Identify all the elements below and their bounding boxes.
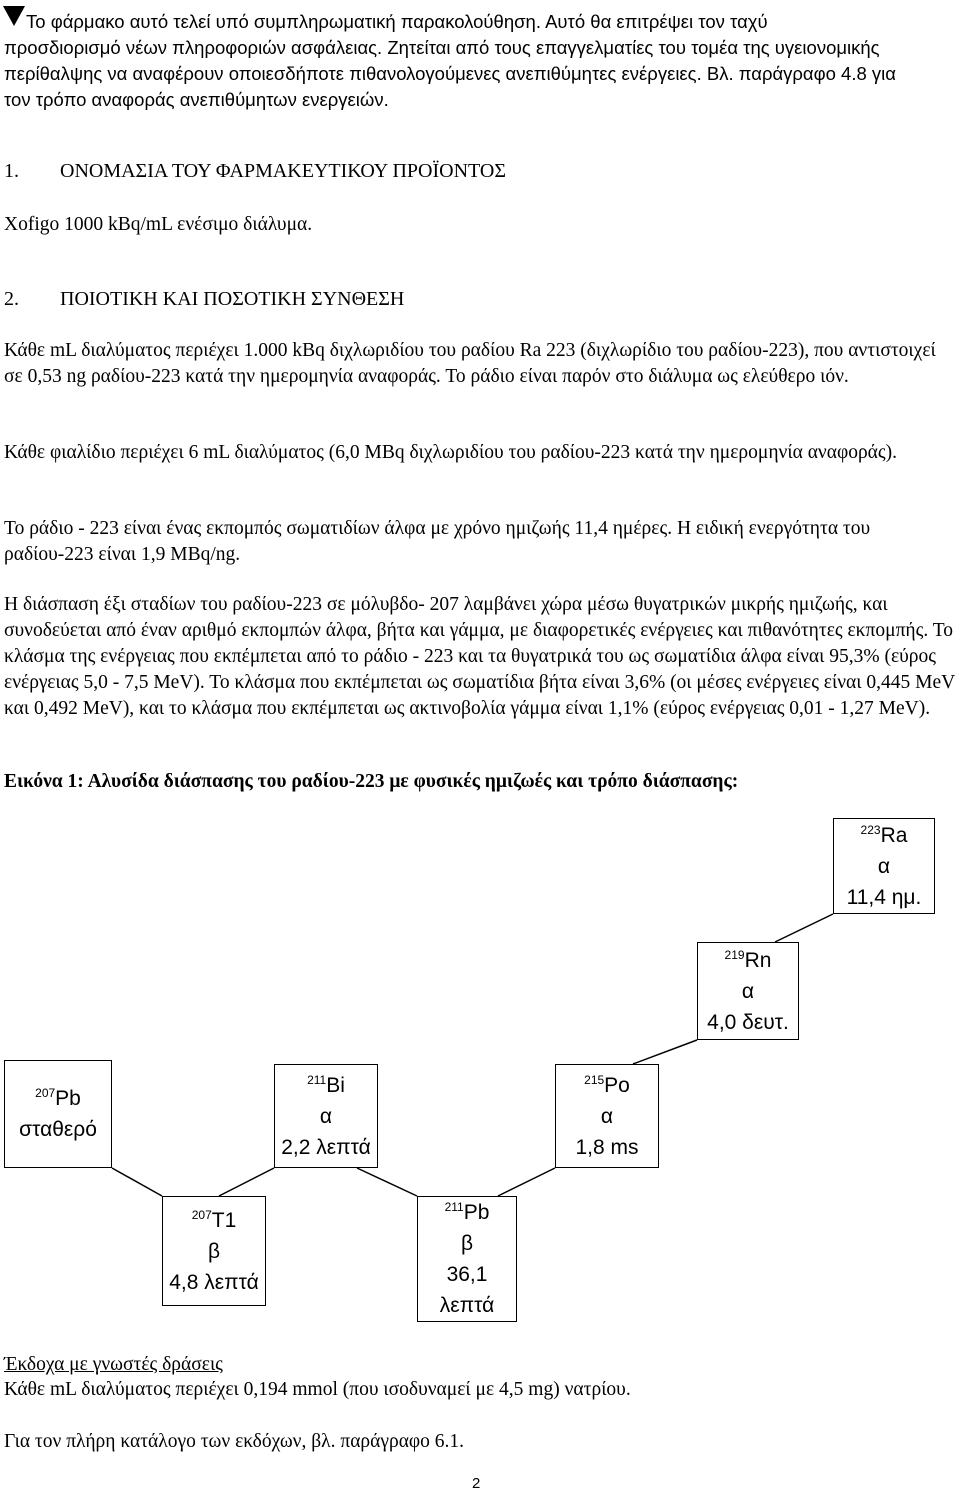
page-number: 2 xyxy=(472,1475,481,1492)
connector-rn-po xyxy=(633,1040,697,1064)
nuclide-pb211-mode: β xyxy=(460,1232,474,1255)
nuclide-box-po215 xyxy=(555,1064,659,1168)
intro-line-2: προσδιορισμό νέων πληροφοριών ασφάλειας. Ζητείται από τους επαγγελματίες του τομέα της υγειονομικής xyxy=(4,37,880,58)
nuclide-box-rn219 xyxy=(697,942,799,1040)
connector-po-pb211 xyxy=(498,1168,555,1196)
nuclide-pb211-halflife-unit: λεπτά xyxy=(439,1294,495,1317)
decay-paragraph: Η διάσπαση έξι σταδίων του ραδίου-223 σε μόλυβδο- 207 λαμβάνει χώρα μέσω θυγατρικών μικρής ημιζωής, και συνοδεύεται από έναν αριθμό εκπομπών άλφα, βήτα και γάμμα, με διαφορετικές ενέργειες και πιθανότητες εκπομπής. Το κλάσμα της ενέργειας που εκπέμπεται από το ράδιο - 223 και τα θυγατρικά του ως σωματίδια άλφα είναι 95,3% (εύρος ενέργειας 5,0 - 7,5 MeV). Το κλάσμα που εκπέμπεται ως σωματίδια βήτα είναι 3,6% (οι μέσες ενέργειες είναι 0,445 MeV και 0,492 MeV), και το κλάσμα που εκπέμπεται ως ακτινοβολία γάμμα είναι 1,1% (εύρος ενέργειας 0,01 - 1,27 MeV). xyxy=(4,594,955,719)
nuclide-pb207-label: $^{207}$Pb xyxy=(35,1086,81,1110)
nuclide-pb207-halflife: σταθερό xyxy=(19,1118,97,1141)
connector-bi-tl xyxy=(219,1168,274,1196)
excipients-sodium: Κάθε mL διαλύματος περιέχει 0,194 mmol (που ισοδυναμεί με 4,5 mg) νατρίου. xyxy=(4,1379,631,1400)
nuclide-box-ra223 xyxy=(833,818,935,914)
nuclide-bi211-halflife: 2,2 λεπτά xyxy=(281,1135,371,1159)
connector-tl-pb207 xyxy=(112,1168,162,1196)
excipients-heading: Έκδοχα με γνωστές δράσεις xyxy=(4,1354,223,1375)
nuclide-rn219-halflife: 4,0 δευτ. xyxy=(707,1010,789,1034)
composition-paragraph: Κάθε mL διαλύματος περιέχει 1.000 kBq διχλωριδίου του ραδίου Ra 223 (διχλωρίδιο του ραδίου-223), που αντιστοιχεί σε 0,53 ng ραδίου-223 κατά την ημερομηνία αναφοράς. Το ράδιο είναι παρόν στο διάλυμα ως ελεύθερο ιόν. xyxy=(4,340,936,387)
nuclide-po215-halflife: 1,8 ms xyxy=(575,1135,639,1159)
section-2-number: 2. xyxy=(4,288,19,310)
excipients-reference: Για τον πλήρη κατάλογο των εκδόχων, βλ. παράγραφο 6.1. xyxy=(4,1431,465,1452)
nuclide-rn219-label: $^{219}$Rn xyxy=(724,947,772,972)
connector-pb211-bi xyxy=(357,1168,417,1196)
alpha-emitter-paragraph: Το ράδιο - 223 είναι ένας εκπομπός σωματιδίων άλφα με χρόνο ημιζωής 11,4 ημέρες. Η ειδική ενεργότητα του ραδίου-223 είναι 1,9 MBq/ng. xyxy=(4,518,871,565)
nuclide-box-tl207 xyxy=(162,1196,266,1306)
nuclide-box-pb211 xyxy=(417,1196,517,1322)
nuclide-pb211-halflife-value: 36,1 xyxy=(446,1263,488,1286)
section-1-product-name: Xofigo 1000 kBq/mL ενέσιμο διάλυμα. xyxy=(4,214,313,235)
nuclide-ra223-mode: α xyxy=(877,854,891,878)
intro-line-3: περίθαλψης να αναφέρουν οποιεσδήποτε πιθανολογούμενες ανεπιθύμητες ενέργειες. Βλ. παράγραφο 4.8 για xyxy=(4,63,896,84)
section-1-number: 1. xyxy=(4,160,19,182)
figure-caption: Εικόνα 1: Αλυσίδα διάσπασης του ραδίου-223 με φυσικές ημιζωές και τρόπο διάσπασης: xyxy=(4,771,739,792)
connector-ra-rn xyxy=(775,914,833,942)
nuclide-tl207-mode: β xyxy=(207,1239,221,1263)
nuclide-po215-mode: α xyxy=(600,1104,614,1128)
section-2-heading: ΠΟΙΟΤΙΚΗ ΚΑΙ ΠΟΣΟΤΙΚΗ ΣΥΝΘΕΣΗ xyxy=(60,288,405,310)
intro-line-4: τον τρόπο αναφοράς ανεπιθύμητων ενεργειών. xyxy=(4,89,389,110)
nuclide-bi211-label: $^{211}$Bi xyxy=(307,1072,345,1097)
intro-line-1: Το φάρμακο αυτό τελεί υπό συμπληρωματική παρακολούθηση. Αυτό θα επιτρέψει τον ταχύ xyxy=(26,11,768,32)
nuclide-ra223-label: $^{223}$Ra xyxy=(860,822,908,847)
nuclide-ra223-halflife: 11,4 ημ. xyxy=(846,885,922,909)
nuclide-pb211-label: $^{211}$Pb xyxy=(444,1200,490,1224)
vial-content-paragraph: Κάθε φιαλίδιο περιέχει 6 mL διαλύματος (6,0 MBq διχλωριδίου του ραδίου-223 κατά την ημερομηνία αναφοράς). xyxy=(4,442,897,463)
nuclide-po215-label: $^{215}$Po xyxy=(584,1072,630,1097)
nuclide-box-bi211 xyxy=(274,1064,378,1168)
nuclide-bi211-mode: α xyxy=(319,1104,333,1128)
nuclide-tl207-label: $^{207}$T1 xyxy=(191,1207,237,1232)
section-1-heading: ΟΝΟΜΑΣΙΑ ΤΟΥ ΦΑΡΜΑΚΕΥΤΙΚΟΥ ΠΡΟΪΟΝΤΟΣ xyxy=(60,160,506,182)
nuclide-box-pb207 xyxy=(4,1060,112,1168)
nuclide-rn219-mode: α xyxy=(741,979,755,1003)
nuclide-tl207-halflife: 4,8 λεπτά xyxy=(169,1270,259,1294)
